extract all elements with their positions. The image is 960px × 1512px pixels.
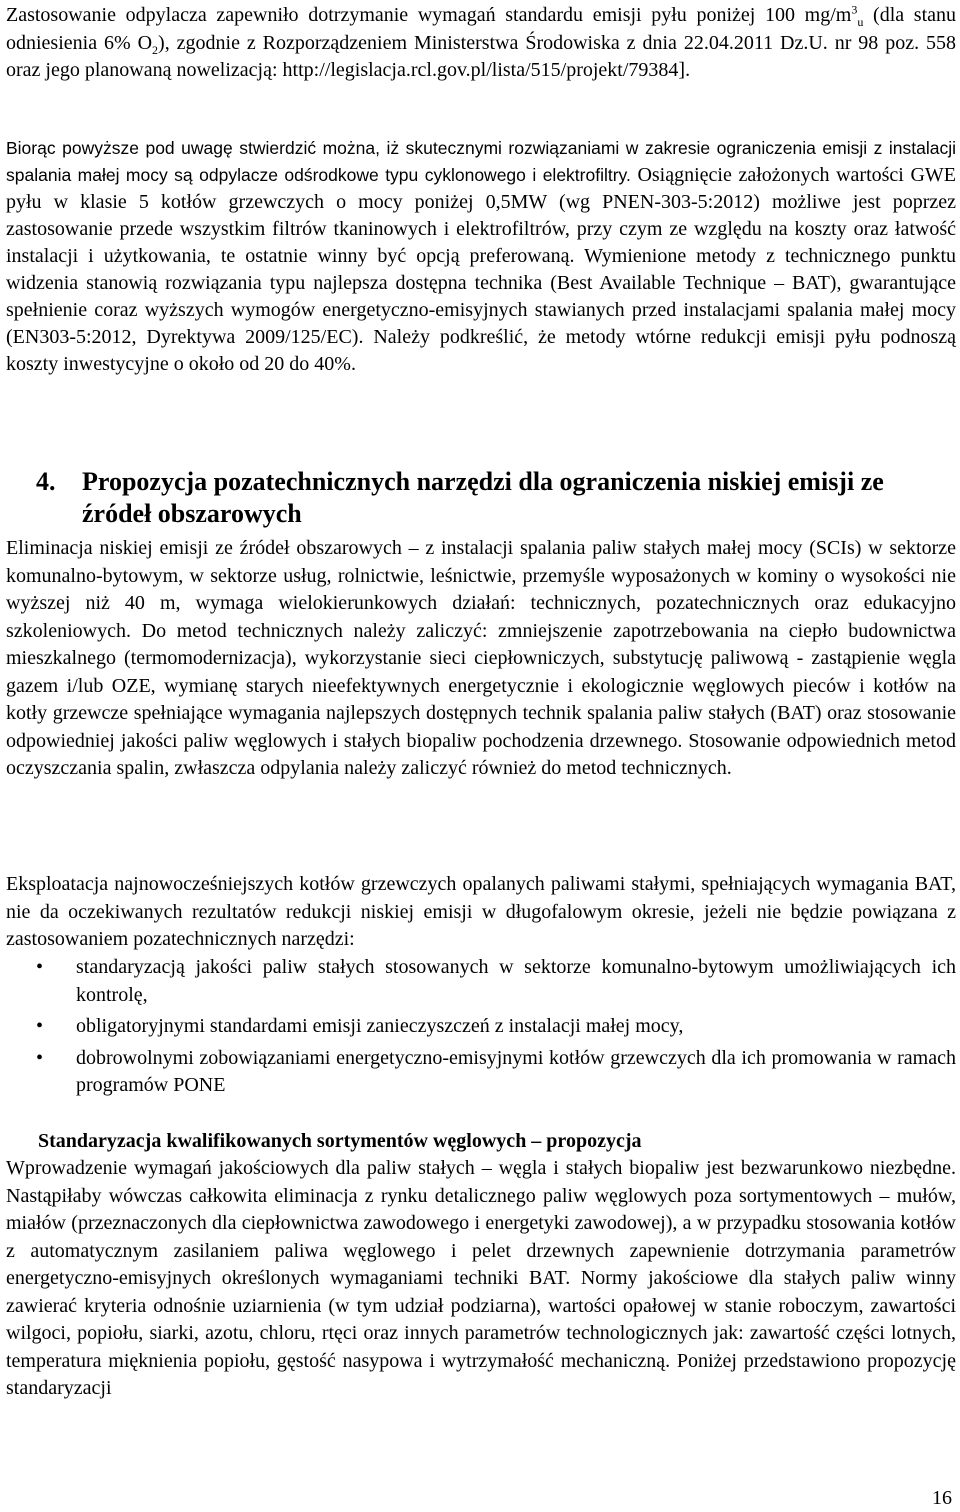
legislation-link[interactable]: http://legislacja.rcl.gov.pl/lista/515/projekt/79384 <box>282 59 679 81</box>
bullet-icon: • <box>36 1046 44 1069</box>
section-title: Propozycja pozatechnicznych narzędzi dla ograniczenia niskiej emisji ze źródeł obszarowych <box>82 467 884 528</box>
list-item <box>6 1013 956 1041</box>
bullet-icon: • <box>36 956 44 978</box>
paragraph-elimination: Eliminacja niskiej emisji ze źródeł obszarowych – z instalacji spalania paliw stałych małej mocy (SCIs) w sektorze komunalno-bytowym, w sektorze usług, rolnictwie, leśnictwie, przemyśle wyposażonych w kominy o wysokości nie wyższej niż 40 m, wymaga wielokierunkowych działań: technicznych, pozatechnicznych oraz edukacyjno szkoleniowych. Do metod technicznych należy zaliczyć: zmniejszenie zapotrzebowania na ciepło budownictwa mieszkalnego (termomodernizacja), wykorzystanie sieci ciepłowniczych, substytucję paliwową - zastąpienie węgla gazem i/lub OZE, wymianę starych nieefektywnych energetycznie i ekologicznie węglowych pieców i kotłów na kotły grzewcze spełniające wymagania najlepszych dostępnych technik spalania paliw stałych (BAT) oraz stosowanie odpowiedniej jakości paliw węglowych i stałych biopaliw pochodzenia drzewnego. Stosowanie odpowiednich metod oczyszczania spalin, zwłaszcza odpylania należy zaliczyć również do metod technicznych. <box>6 537 956 779</box>
section-heading <box>6 466 956 530</box>
section-number: 4. <box>36 467 56 496</box>
text-span: Wymienione metody z technicznego punktu widzenia stanowią rozwiązania typu najlepsza dostępna technika (Best Available Technique – BAT), gwarantujące spełnienie coraz wyższych wymogów energetyczno-emisyjnych stawianych przed instalacjami spalania małej mocy (EN303-5:2012, Dyrektywa 2009/125/EC). Należy podkreślić, że metody wtórne redukcji emisji pyłu podnoszą koszty inwestycyjne o około od 20 do 40%. <box>6 245 957 375</box>
text-span: ]. <box>678 59 691 81</box>
page-number: 16 <box>932 1487 952 1509</box>
tools-list <box>6 954 956 1100</box>
text-span: Zastosowanie odpylacza zapewniło dotrzymanie wymagań standardu emisji pyłu poniżej 100 mg/m <box>6 4 852 26</box>
bullet-icon: • <box>36 1015 44 1037</box>
subscript: u <box>857 15 864 29</box>
subscript: 2 <box>152 42 159 57</box>
paragraph-conclusions <box>6 135 956 378</box>
text-span: (dla stanu odniesienia 6% O <box>6 4 957 54</box>
subheading-coal-standardization: Standaryzacja kwalifikowanych sortymentów węglowych – propozycja <box>38 1130 642 1152</box>
text-span: ), zgodnie z Rozporządzeniem Ministerstwa Środowiska z dnia 22.04.2011 Dz.U. nr 98 poz. 558 oraz jego planowaną nowelizacją: <box>6 31 957 81</box>
list-item-text: standaryzacją jakości paliw stałych stosowanych w sektorze komunalno-bytowym umożliwiających ich kontrolę, <box>76 956 956 1006</box>
list-item <box>6 1045 956 1100</box>
list-item <box>6 954 956 1009</box>
list-item-text: dobrowolnymi zobowiązaniami energetyczno-emisyjnymi kotłów grzewczych dla ich promowania w ramach programów PONE <box>76 1046 956 1096</box>
text-span-sans: Biorąc powyższe pod uwagę stwierdzić można, iż skutecznymi rozwiązaniami w zakresie ograniczenia emisji z instalacji spalania małej mocy są odpylacze odśrodkowe typu cyklonowego i elektrofiltry. <box>6 138 956 185</box>
text-span: Osiągnięcie założonych wartości GWE pyłu w klasie 5 kotłów grzewczych o mocy poniżej 0,5MW (wg PNEN-303-5:2012) możliwe jest poprzez zastosowanie przede wszystkim filtrów tkaninowych i elektrofiltrów, przy czym ze względu na koszty oraz łatwość instalacji i użytkowania, te ostatnie winny być opcją preferowaną. <box>6 164 956 267</box>
superscript: 3 <box>851 2 858 17</box>
paragraph-exploitation: Eksploatacja najnowocześniejszych kotłów grzewczych opalanych paliwami stałymi, spełniających wymagania BAT, nie da oczekiwanych rezultatów redukcji niskiej emisji w długofalowym okresie, jeżeli nie będzie powiązana z zastosowaniem pozatechnicznych narzędzi: <box>6 873 956 950</box>
list-item-text: obligatoryjnymi standardami emisji zanieczyszczeń z instalacji małej mocy, <box>76 1015 684 1037</box>
paragraph-quality-requirements: Wprowadzenie wymagań jakościowych dla paliw stałych – węgla i stałych biopaliw jest bezwarunkowo niezbędne. Nastąpiłaby wówczas całkowita eliminacja z rynku detalicznego paliw węglowych poza sortymentowych – mułów, miałów (przeznaczonych dla ciepłownictwa zawodowego i energetyki zawodowej), a w przypadku stosowania kotłów z automatycznym zasilaniem paliwa węglowego i pelet drzewnych zapewnienie dotrzymania parametrów energetyczno-emisyjnych określonych wymaganiami techniki BAT. Normy jakościowe dla stałych paliw winny zawierać kryteria odnośnie uziarnienia (w tym udział podziarna), wartości opałowej w stanie roboczym, zawartości wilgoci, popiołu, siarki, azotu, chloru, rtęci oraz innych parametrów technologicznych jak: zawartość części lotnych, temperatura mięknienia popiołu, gęstość nasypowa i wytrzymałość mechaniczną. Poniżej przedstawiono propozycję standaryzacji <box>6 1157 956 1399</box>
paragraph-dust-standard <box>6 2 956 85</box>
